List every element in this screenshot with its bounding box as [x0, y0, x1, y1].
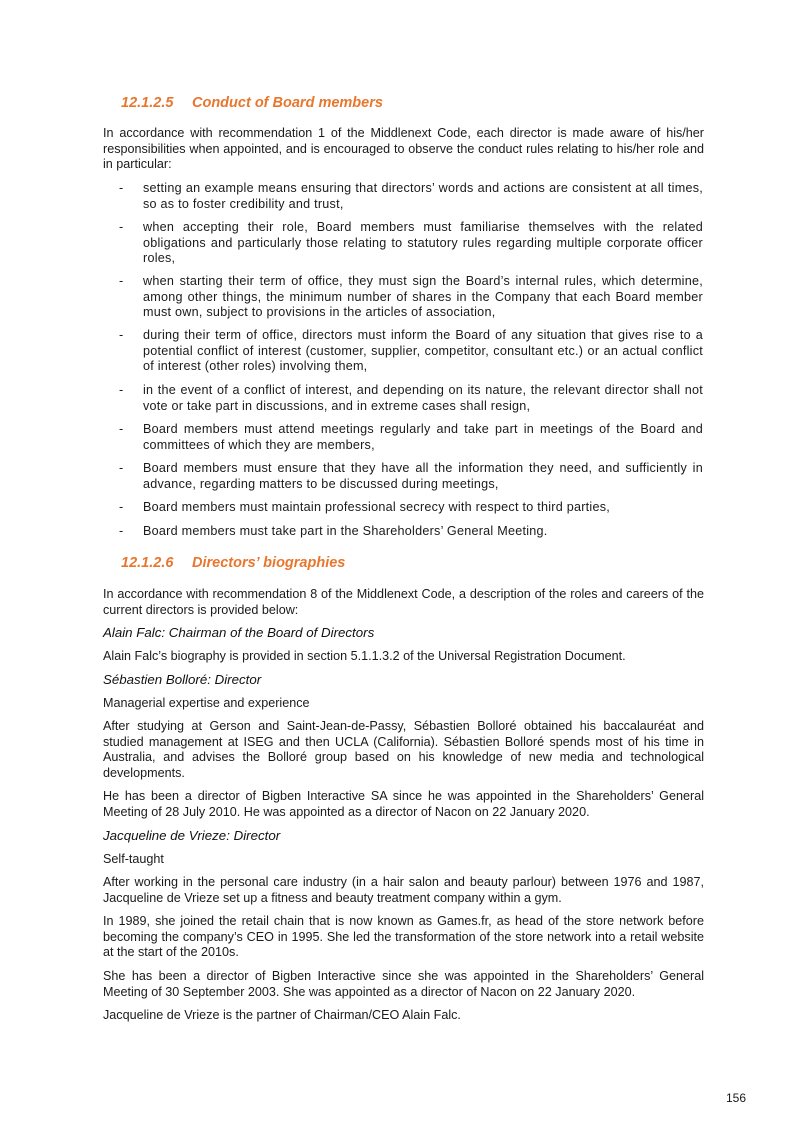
director-heading-alain-falc: Alain Falc: Chairman of the Board of Directors [103, 625, 375, 640]
list-item: - Board members must take part in the Shareholders’ General Meeting. [119, 524, 548, 538]
list-item: - Board members must attend meetings regularly and take part in meetings of the Board and committees of which they are members, [119, 422, 703, 452]
section-number: 12.1.2.5 [121, 95, 174, 111]
list-item: - Board members must maintain professional secrecy with respect to third parties, [119, 500, 611, 514]
list-item: - when starting their term of office, they must sign the Board’s internal rules, which determine, among other things, the minimum number of shares in the Company that each Board member must own, subject to provisions in the articles of association, [119, 274, 703, 320]
section-heading-biographies [121, 555, 345, 571]
director-paragraph: Self-taught [103, 852, 164, 866]
director-paragraph: In 1989, she joined the retail chain that is now known as Games.fr, as head of the store network before becoming the company’s CEO in 1995. She led the transformation of the store network into a retail website at the start of the 2010s. [103, 914, 704, 960]
list-item: - in the event of a conflict of interest, and depending on its nature, the relevant director shall not vote or take part in discussions, and in extreme cases shall resign, [119, 383, 703, 413]
director-paragraph: Managerial expertise and experience [103, 696, 310, 710]
director-paragraph: After working in the personal care industry (in a hair salon and beauty parlour) between 1976 and 1987, Jacqueline de Vrieze set up a fitness and beauty treatment company within a gym. [103, 875, 704, 905]
section-heading-conduct [121, 95, 383, 111]
director-paragraph: She has been a director of Bigben Interactive since she was appointed in the Shareholders’ General Meeting of 30 September 2003. She was appointed as a director of Nacon on 22 January 2020. [103, 969, 704, 999]
list-item: - during their term of office, directors must inform the Board of any situation that gives rise to a potential conflict of interest (customer, supplier, competitor, consultant etc.) or an actual conflict of interest (other roles) involving them, [119, 328, 703, 374]
list-item: - Board members must ensure that they have all the information they need, and sufficiently in advance, regarding matters to be discussed during meetings, [119, 461, 703, 491]
director-heading-jacqueline-de-vrieze: Jacqueline de Vrieze: Director [103, 828, 281, 843]
director-paragraph: He has been a director of Bigben Interactive SA since he was appointed in the Shareholders’ General Meeting of 28 July 2010. He was appointed as a director of Nacon on 22 January 2020. [103, 789, 704, 819]
director-paragraph: After studying at Gerson and Saint-Jean-de-Passy, Sébastien Bolloré obtained his baccalauréat and studied management at ISEG and then UCLA (California). Sébastien Bolloré spends most of his time in Australia, and advises the Bolloré group based on his knowledge of new media and technological developments. [103, 719, 704, 781]
biographies-intro-paragraph: In accordance with recommendation 8 of the Middlenext Code, a description of the roles and careers of the current directors is provided below: [103, 587, 704, 617]
page-number: 156 [726, 1091, 747, 1105]
director-paragraph: Alain Falc’s biography is provided in section 5.1.1.3.2 of the Universal Registration Document. [103, 649, 626, 663]
conduct-intro-paragraph: In accordance with recommendation 1 of the Middlenext Code, each director is made aware of his/her responsibilities when appointed, and is encouraged to observe the conduct rules relating to his/her role and in particular: [103, 126, 704, 172]
section-title: Directors’ biographies [192, 555, 346, 571]
list-item: - when accepting their role, Board members must familiarise themselves with the related obligations and particularly those relating to statutory rules regarding multiple corporate officer roles, [119, 220, 703, 266]
section-title: Conduct of Board members [192, 95, 383, 111]
list-item: - setting an example means ensuring that directors’ words and actions are consistent at all times, so as to foster credibility and trust, [119, 181, 703, 211]
director-heading-sebastien-bollore: Sébastien Bolloré: Director [103, 672, 262, 687]
section-number: 12.1.2.6 [121, 555, 174, 571]
director-paragraph: Jacqueline de Vrieze is the partner of Chairman/CEO Alain Falc. [103, 1008, 461, 1022]
